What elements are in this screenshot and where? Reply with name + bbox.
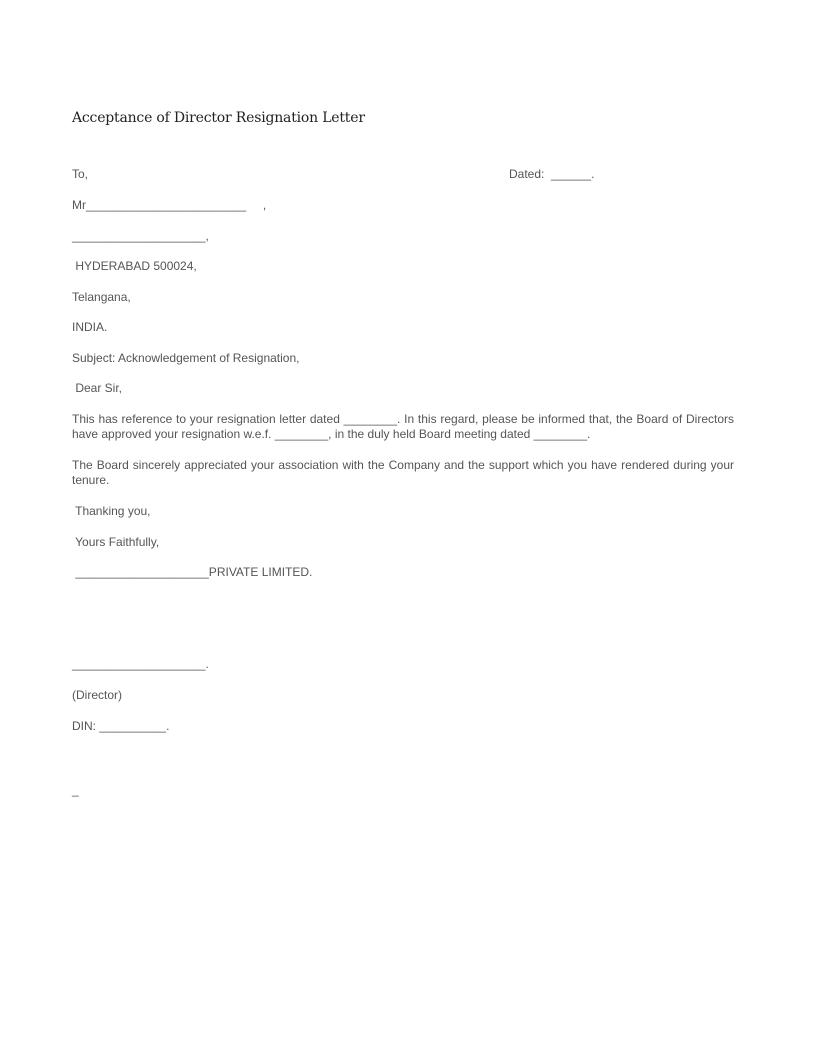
company-line: ____________________PRIVATE LIMITED. <box>72 565 313 579</box>
dated-field: Dated: ______. <box>509 167 595 181</box>
recipient-name-line: Mr________________________ , <box>72 198 267 212</box>
body-paragraph-2: The Board sincerely appreciated your association with the Company and the support which you have rendered during your tenure. <box>72 458 734 487</box>
recipient-address-blank: ____________________, <box>72 229 209 243</box>
salutation: Dear Sir, <box>72 381 123 395</box>
signature-line: ____________________. <box>72 657 209 671</box>
designation: (Director) <box>72 688 122 702</box>
document-title: Acceptance of Director Resignation Letter <box>72 110 365 126</box>
closing-line: Yours Faithfully, <box>72 535 160 549</box>
subject-line: Subject: Acknowledgement of Resignation, <box>72 351 300 365</box>
footer-mark: _ <box>72 783 79 797</box>
recipient-state: Telangana, <box>72 290 131 304</box>
recipient-country: INDIA. <box>72 320 108 334</box>
recipient-city: HYDERABAD 500024, <box>72 259 197 273</box>
recipient-to-label: To, <box>72 167 89 181</box>
thanks-line: Thanking you, <box>72 504 151 518</box>
body-paragraph-1: This has reference to your resignation letter dated ________. In this regard, please be informed that, the Board of Directors have approved your resignation w.e.f. ________, in the duly held Board meeting dated ________. <box>72 412 734 441</box>
din-line: DIN: __________. <box>72 719 170 733</box>
